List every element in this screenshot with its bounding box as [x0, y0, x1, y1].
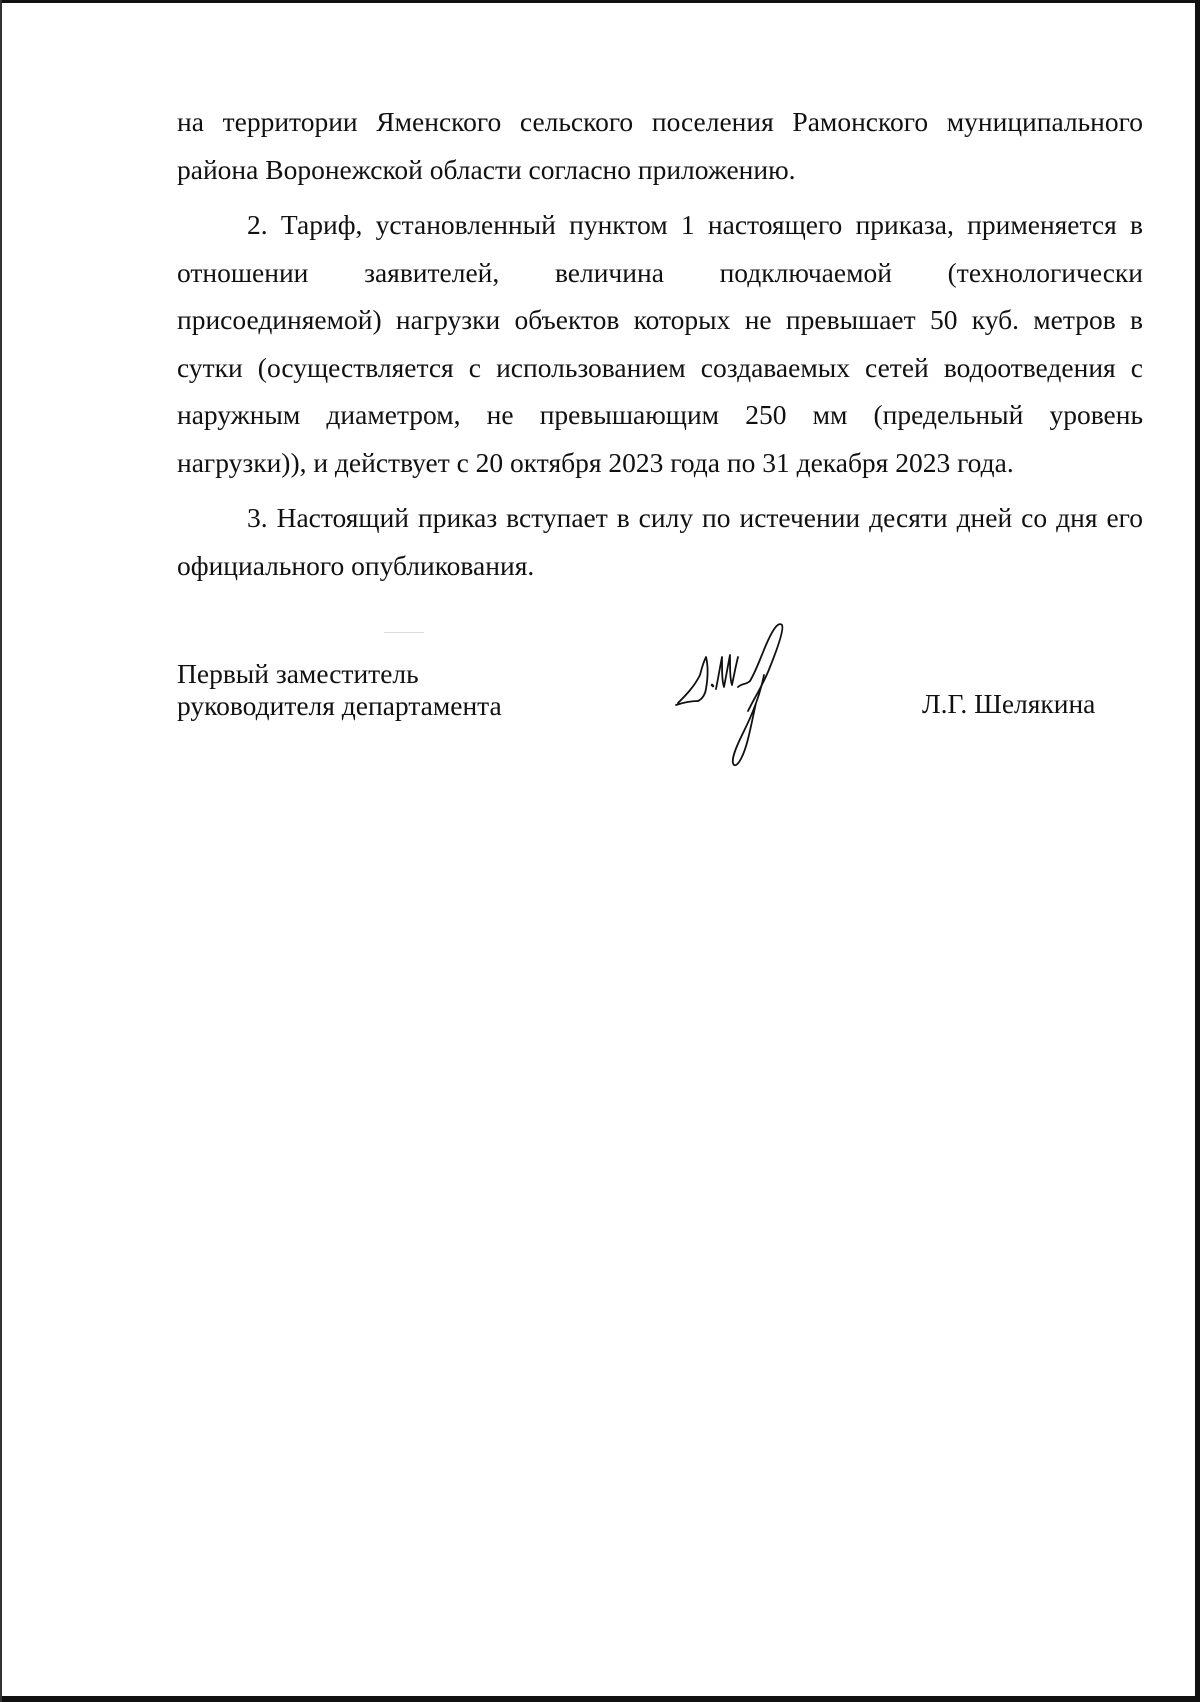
scan-edge-top [0, 0, 1200, 3]
paragraph-1-continued: на территории Яменского сельского поселения Рамонского муниципального района Воронежской области согласно приложению. [177, 106, 1143, 185]
signatory-position-line-1: Первый заместитель [177, 658, 419, 689]
scan-edge-left [0, 0, 2, 1702]
scan-edge-right [1195, 0, 1200, 1702]
signatory-position [177, 658, 502, 722]
scan-artifact [384, 632, 424, 633]
paragraph-2: 2. Тариф, установленный пунктом 1 настоящего приказа, применяется в отношении заявителей, величина подключаемой (технологически присоединяемой) нагрузки объектов которых не превышает 50 куб. метров в сутки (осуществляется с использованием создаваемых сетей водоотведения с наружным диаметром, не превышающим 250 мм (предельный уровень нагрузки)), и действует с 20 октября 2023 года по 31 декабря 2023 года. [177, 209, 1143, 478]
document-body [177, 98, 1143, 597]
paragraph-3: 3. Настоящий приказ вступает в силу по истечении десяти дней со дня его официального опубликования. [177, 502, 1143, 581]
scan-edge-bottom [0, 1696, 1200, 1702]
signatory-position-line-2: руководителя департамента [177, 690, 502, 721]
handwritten-signature [672, 615, 852, 780]
signatory-name: Л.Г. Шелякина [922, 688, 1096, 719]
